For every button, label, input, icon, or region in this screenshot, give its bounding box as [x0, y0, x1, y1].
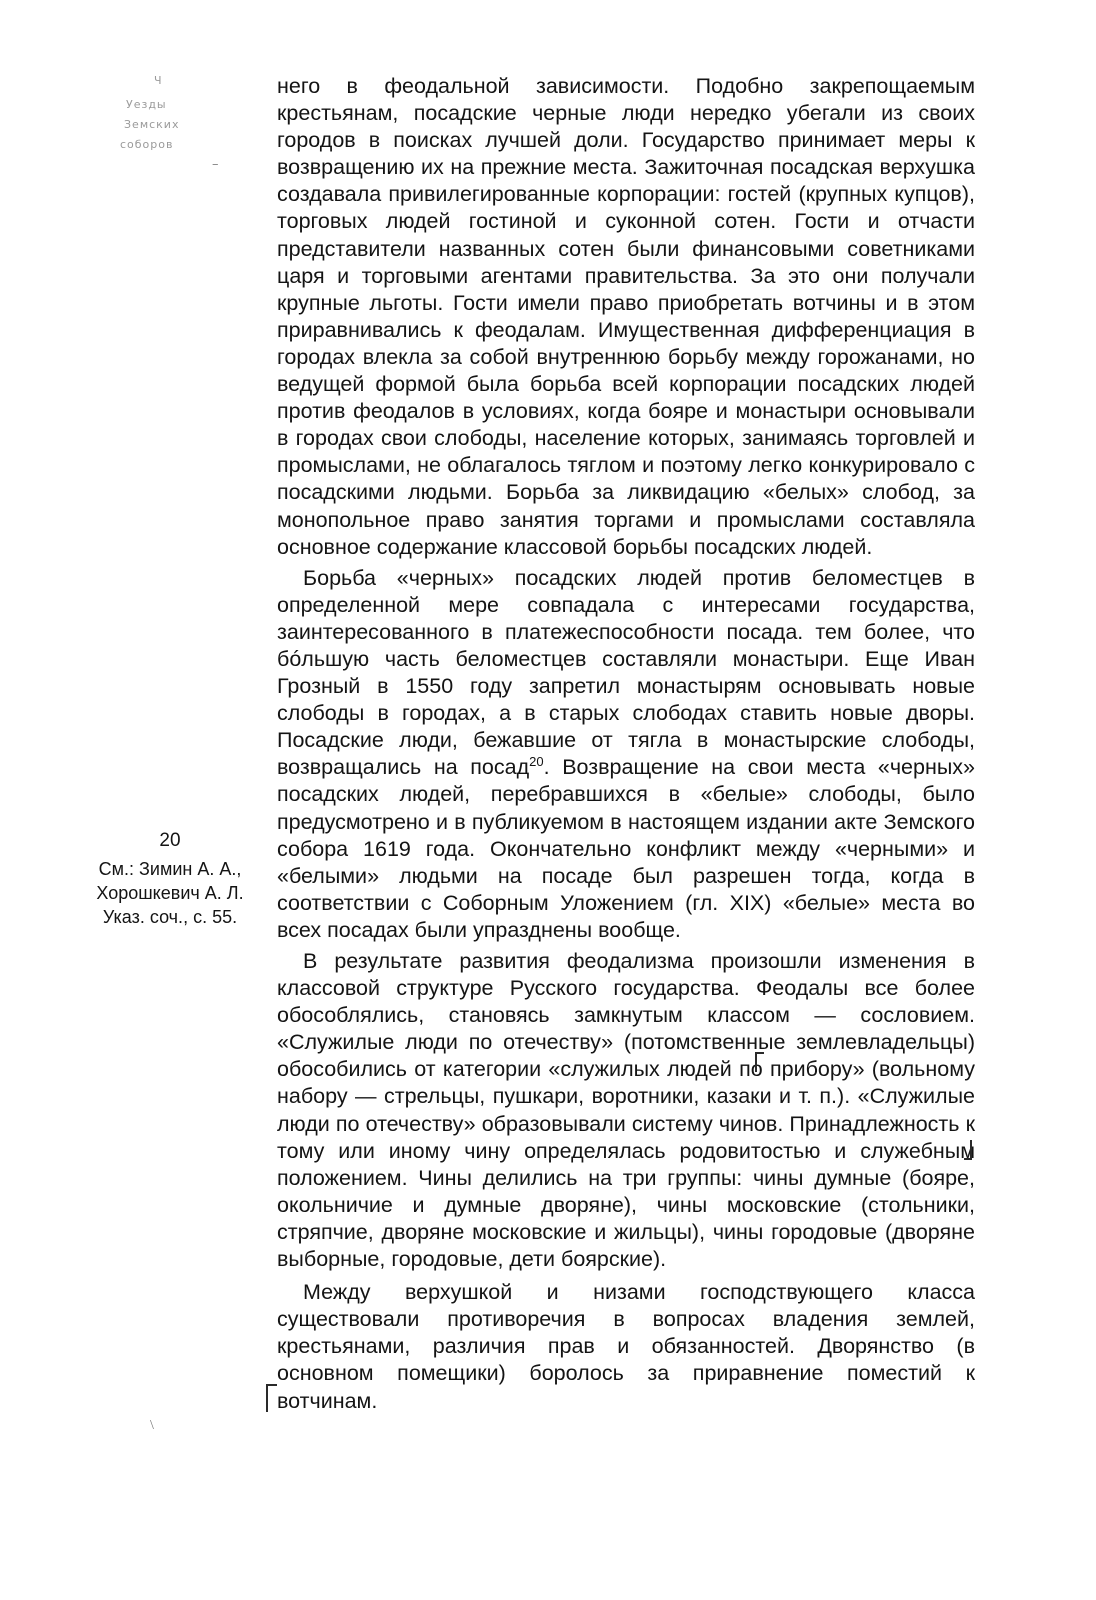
footnote-line: См.: Зимин А. А., — [98, 859, 242, 879]
footnote-number: 20 — [159, 830, 181, 851]
pencil-bracket-mark — [964, 1140, 972, 1160]
pencil-note-line: Земских — [124, 118, 180, 131]
pencil-note-line: Ч — [154, 74, 163, 87]
margin-footnote — [72, 829, 268, 929]
pencil-bracket-mark — [266, 1384, 277, 1412]
paragraph-text: . Возвращение на свои места «черных» посадских людей, перебравшихся в «белые» слободы, было предусмотрено и в публикуемом в настоящем издании акте Земского собора 1619 года. Окончательно конфликт между «черными» и «белыми» людьми на посаде был разрешен тогда, когда в соответствии с Соборным Уложением (гл. XIX) «белые» места во всех посадах были упразднены вообще. — [277, 755, 975, 942]
footnote-line: Указ. соч., с. 55. — [102, 907, 238, 927]
paragraph-beломestcy — [277, 565, 975, 944]
paragraph-class-structure: В результате развития феодализма произошли изменения в классовой структуре Русского государства. Феодалы все более обособлялись, становясь замкнутым классом — сословием. «Служилые люди по отечеству» (потомственные землевладельцы) обособились от категории «служилых людей по прибору» (вольному набору — стрельцы, пушкари, воротники, казаки и т. п.). «Служилые люди по отечеству» образовывали систему чинов. Принадлежность к тому или иному чину определялась родовитостью и служебным положением. Чины делились на три группы: чины думные (бояре, окольничие и думные дворяне), чины московские (стольники, стряпчие, дворяне московские и жильцы), чины городовые (дворяне выборные, городовые, дети боярские). — [277, 949, 975, 1272]
pencil-note-line: Уезды — [126, 98, 167, 111]
paragraph-continuation: него в феодальной зависимости. Подобно закрепощаемым крестьянам, посадские черные люди нередко убегали из своих городов в поисках лучшей доли. Государство принимает меры к возвращению их на прежние места. Зажиточная посадская верхушка создавала привилегированные корпорации: гостей (крупных купцов), торговых людей гостиной и суконной сотен. Гости и отчасти представители названных сотен были финансовыми советниками царя и торговыми агентами правительства. За это они получали крупные льготы. Гости имели право приобретать вотчины и в этом приравнивались к феодалам. Имущественная дифференциация в городах влекла за собой внутреннюю борьбу между горожанами, но ведущей формой была борьба всей корпорации посадских людей против феодалов в условиях, когда бояре и монастыри основывали в городах свои слободы, население которых, занимаясь торговлей и промыслами, не облагалось тяглом и поэтому легко конкурировало с посадскими людьми. Борьба за ликвидацию «белых» слобод, за монопольное право занятия торгами и промыслами составляла основное содержание классовой борьбы посадских людей. — [277, 74, 975, 559]
paragraph-text: Борьба «черных» посадских людей против беломестцев в определенной мере совпадала с интересами государства, заинтересованного в платежеспособности посада. тем более, что бóльшую часть беломестцев составляли монастыри. Еще Иван Грозный в 1550 году запретил монастырям основывать новые слободы в городах, а в старых слободах ставить новые дворы. Посадские люди, бежавшие от тягла в монастырские слободы, возвращались на посад — [277, 565, 975, 780]
pencil-tick-mark: \ — [150, 1418, 154, 1433]
margin-pencil-notes — [108, 72, 278, 182]
pencil-note-line: соборов — [120, 138, 174, 151]
main-text-column — [277, 73, 975, 1415]
footnote-reference[interactable]: 20 — [529, 754, 544, 770]
pencil-note-dash: – — [212, 157, 220, 172]
pencil-bracket-mark — [755, 1052, 764, 1072]
footnote-line: Хорошкевич А. Л. — [96, 883, 244, 903]
paragraph-contradictions: Между верхушкой и низами господствующего класса существовали противоречия в вопросах владения землей, крестьянами, различия прав и обязанностей. Дворянство (в основном помещики) боролось за приравнение поместий к вотчинам. — [277, 1280, 975, 1413]
